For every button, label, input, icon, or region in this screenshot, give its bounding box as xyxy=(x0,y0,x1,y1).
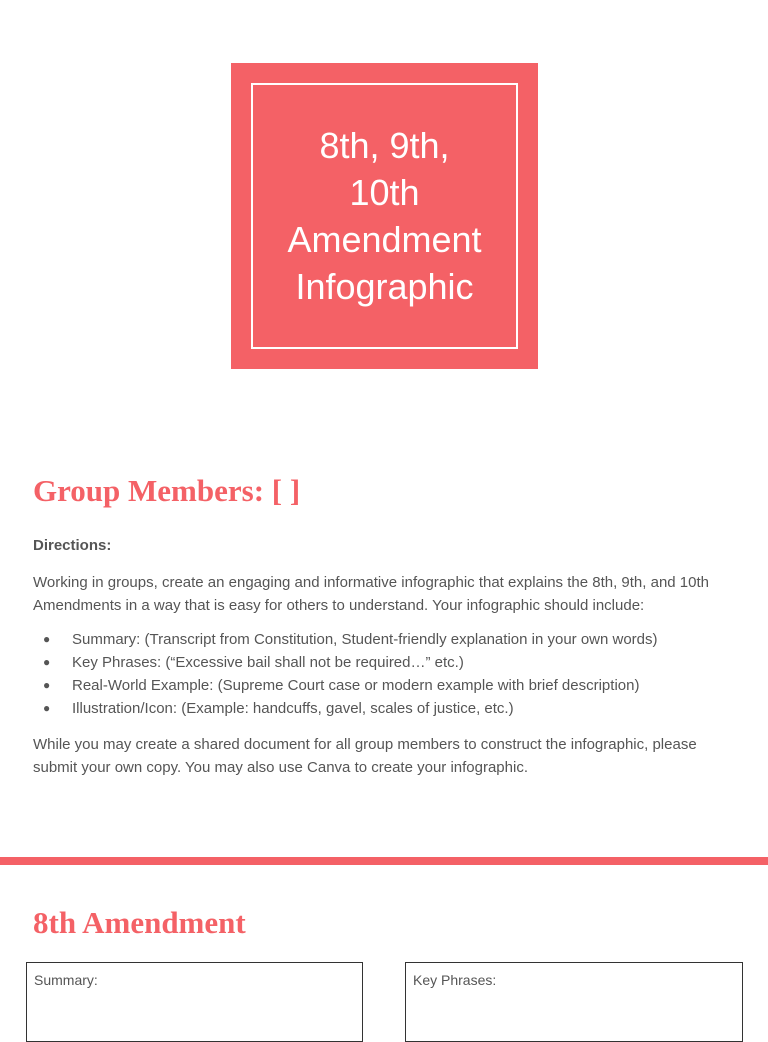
title-line-3: Amendment xyxy=(287,219,482,260)
summary-label: Summary: xyxy=(34,972,98,988)
title-card-frame xyxy=(251,83,518,349)
bullet-icon: ● xyxy=(43,701,51,715)
summary-field[interactable] xyxy=(26,962,363,1042)
key-phrases-field[interactable] xyxy=(405,962,743,1042)
list-item xyxy=(33,697,733,720)
title-line-1: 8th, 9th, xyxy=(319,125,450,166)
list-item xyxy=(33,674,733,697)
directions-label: Directions: xyxy=(33,537,112,554)
document-title xyxy=(270,122,500,310)
list-item-text: Real-World Example: (Supreme Court case or modern example with brief description) xyxy=(72,677,640,694)
bullet-icon: ● xyxy=(43,632,51,646)
requirements-list xyxy=(33,628,733,720)
bullet-icon: ● xyxy=(43,678,51,692)
directions-intro: Working in groups, create an engaging and informative infographic that explains the 8th, 9th, and 10th Amendments in a way that is easy for others to understand. Your infographic should include: xyxy=(33,574,709,614)
list-item xyxy=(33,628,733,651)
title-line-4: Infographic xyxy=(295,266,474,307)
title-line-2: 10th xyxy=(349,172,420,213)
eighth-amendment-heading: 8th Amendment xyxy=(33,905,246,940)
title-card xyxy=(231,63,538,369)
list-item xyxy=(33,651,733,674)
list-item-text: Key Phrases: (“Excessive bail shall not be required…” etc.) xyxy=(72,654,464,671)
group-members-heading: Group Members: [ ] xyxy=(33,473,301,508)
directions-closing: While you may create a shared document for all group members to construct the infographic, please submit your own copy. You may also use Canva to create your infographic. xyxy=(33,736,697,776)
list-item-text: Summary: (Transcript from Constitution, Student-friendly explanation in your own words) xyxy=(72,631,658,648)
section-divider xyxy=(0,857,768,865)
key-phrases-label: Key Phrases: xyxy=(413,972,497,988)
list-item-text: Illustration/Icon: (Example: handcuffs, gavel, scales of justice, etc.) xyxy=(72,700,514,717)
bullet-icon: ● xyxy=(43,655,51,669)
